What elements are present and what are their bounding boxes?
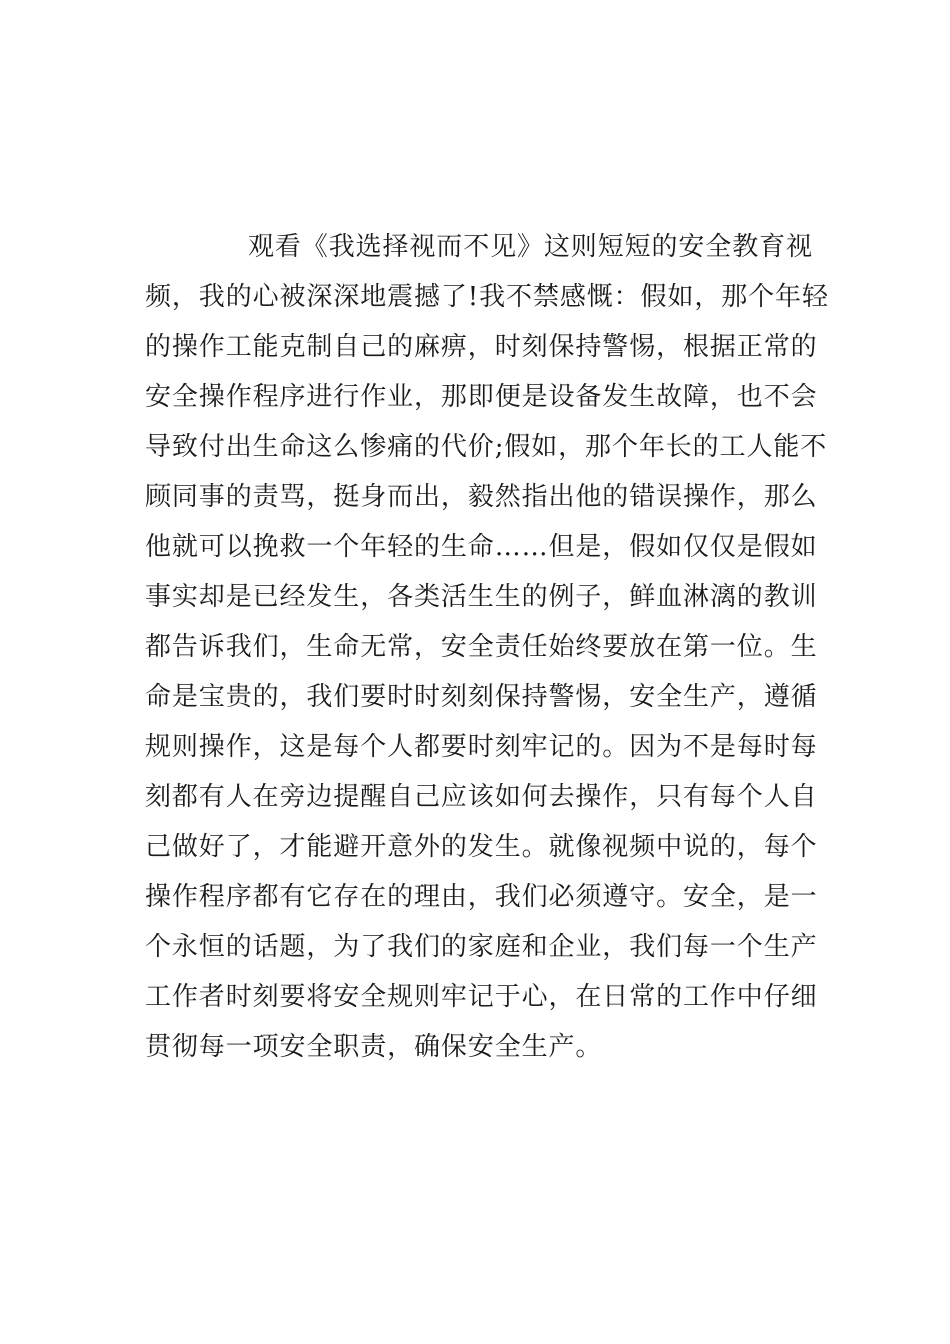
paragraph-line: 频，我的心被深深地震撼了!我不禁感慨：假如，那个年轻 <box>145 282 829 312</box>
paragraph-line: 个永恒的话题，为了我们的家庭和企业，我们每一个生产 <box>145 932 818 962</box>
paragraph-line: 操作程序都有它存在的理由，我们必须遵守。安全，是一 <box>145 882 818 912</box>
paragraph-line: 刻都有人在旁边提醒自己应该如何去操作，只有每个人自 <box>145 782 818 812</box>
paragraph-line: 命是宝贵的，我们要时时刻刻保持警惕，安全生产，遵循 <box>145 682 818 712</box>
paragraph-line: 他就可以挽救一个年轻的生命……但是，假如仅仅是假如 <box>145 532 818 562</box>
paragraph-line: 的操作工能克制自己的麻痹，时刻保持警惕，根据正常的 <box>145 332 818 362</box>
paragraph-line: 工作者时刻要将安全规则牢记于心，在日常的工作中仔细 <box>145 982 818 1012</box>
paragraph-line: 顾同事的责骂，挺身而出，毅然指出他的错误操作，那么 <box>145 482 818 512</box>
paragraph-line: 观看《我选择视而不见》这则短短的安全教育视 <box>248 232 813 262</box>
paragraph-line: 导致付出生命这么惨痛的代价;假如，那个年长的工人能不 <box>145 432 828 462</box>
paragraph-line: 安全操作程序进行作业，那即便是设备发生故障，也不会 <box>145 382 818 412</box>
paragraph-line: 规则操作，这是每个人都要时刻牢记的。因为不是每时每 <box>145 732 818 762</box>
paragraph-line: 都告诉我们，生命无常，安全责任始终要放在第一位。生 <box>145 632 818 662</box>
paragraph-line: 贯彻每一项安全职责，确保安全生产。 <box>145 1032 603 1062</box>
paragraph-line: 事实却是已经发生，各类活生生的例子，鲜血淋漓的教训 <box>145 582 818 612</box>
paragraph-line: 己做好了，才能避开意外的发生。就像视频中说的，每个 <box>145 832 818 862</box>
body-paragraph <box>145 222 829 1072</box>
